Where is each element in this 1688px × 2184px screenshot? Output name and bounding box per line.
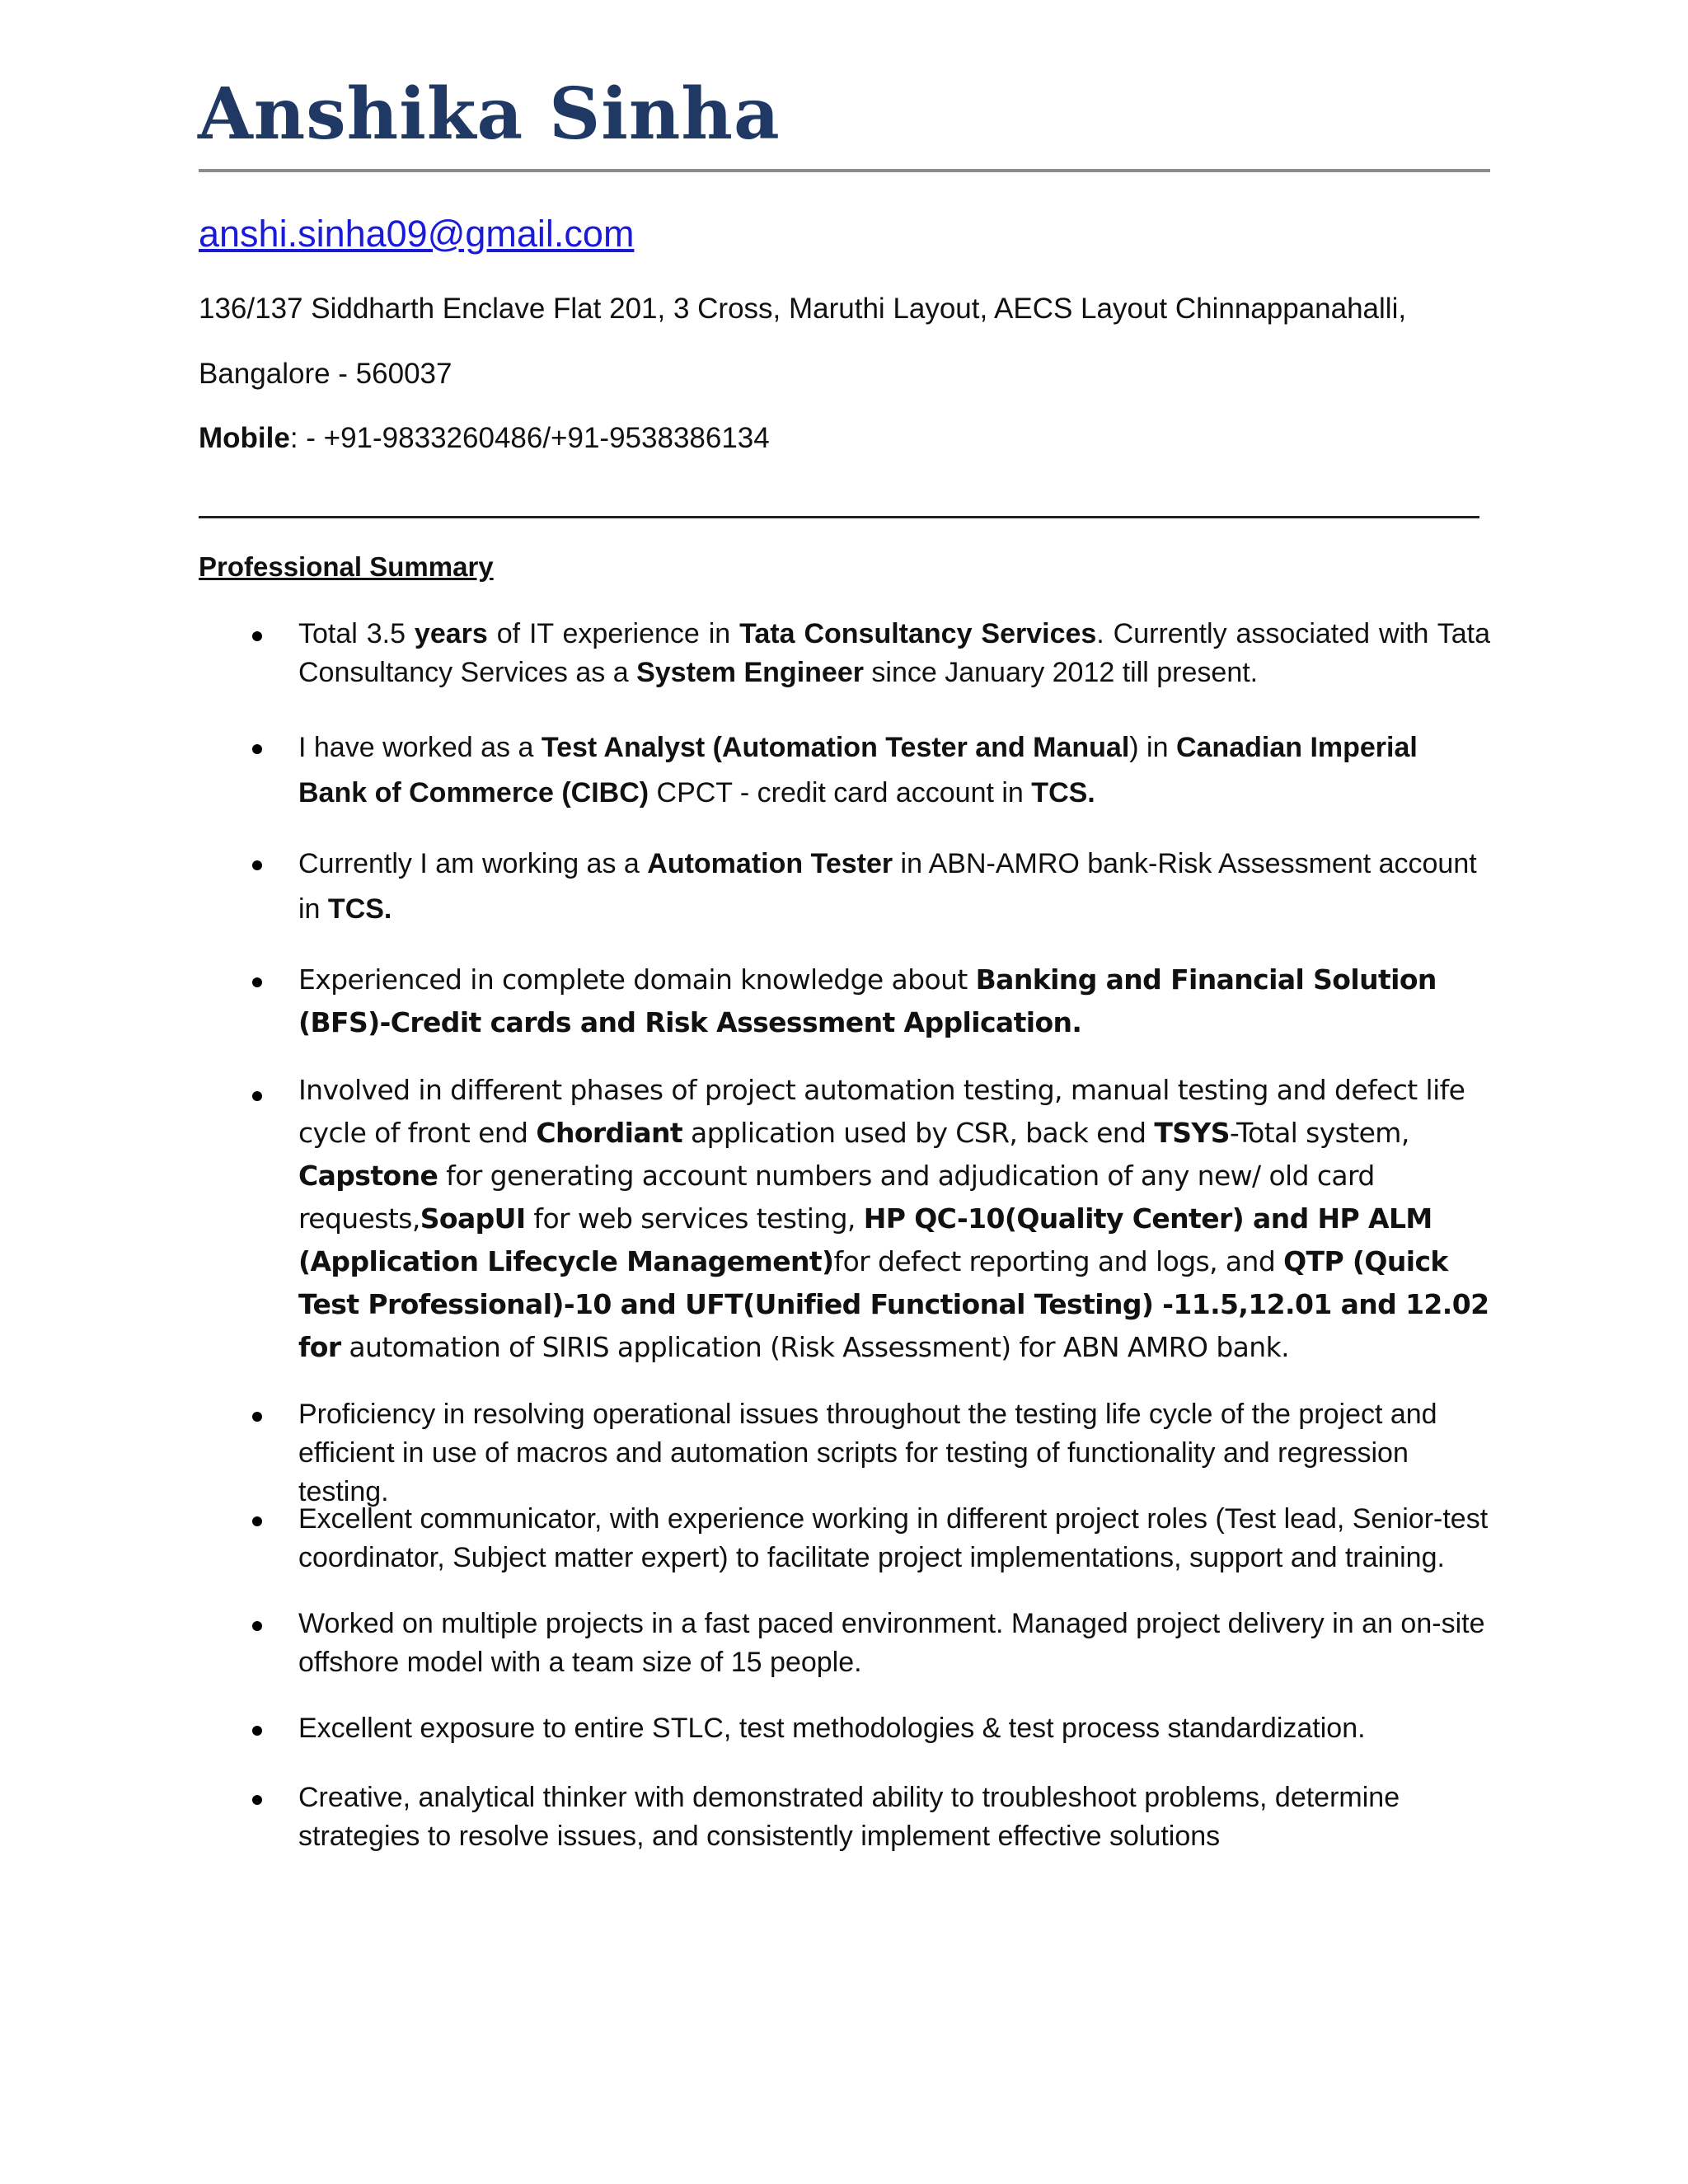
summary-item: Proficiency in resolving operational issues throughout the testing life cycle of the project and efficient in use of macros and automation scripts for testing of functionality and regression testing. bbox=[298, 1399, 1437, 1507]
bullet-icon bbox=[252, 855, 272, 875]
mobile-line bbox=[199, 422, 770, 455]
email-link[interactable]: anshi.sinha09@gmail.com bbox=[199, 213, 635, 255]
summary-item: Involved in different phases of project automation testing, manual testing and defect life cycle of front end Chordiant application used by CSR, back end TSYS-Total system, Capstone for generating account numbers and adjudication of any new/ old card requests,SoapUI for web services testing, HP QC-10(Quality Center) and HP ALM (Application Lifecycle Management)for defect reporting and logs, and QTP (Quick Test Professional)-10 and UFT(Unified Functional Testing) -11.5,12.01 and 12.02 for automation of SIRIS application (Risk Assessment) for ABN AMRO bank. bbox=[298, 1074, 1489, 1363]
bullet-icon bbox=[252, 1790, 272, 1810]
bullet-icon bbox=[252, 626, 272, 646]
name-divider bbox=[199, 169, 1490, 172]
section-title-professional-summary: Professional Summary bbox=[199, 551, 494, 582]
summary-item: Excellent exposure to entire STLC, test methodologies & test process standardization. bbox=[298, 1713, 1366, 1744]
bullet-icon bbox=[252, 1511, 272, 1531]
address-line-1: 136/137 Siddharth Enclave Flat 201, 3 Cross, Maruthi Layout, AECS Layout Chinnappanahalli, bbox=[199, 293, 1407, 325]
bullet-icon bbox=[252, 739, 272, 759]
bullet-icon bbox=[252, 1721, 272, 1741]
summary-item: Excellent communicator, with experience working in different project roles (Test lead, Senior-test coordinator, Subject matter expert) to facilitate project implementations, support and training. bbox=[298, 1503, 1489, 1573]
summary-item: Creative, analytical thinker with demonstrated ability to troubleshoot problems, determine strategies to resolve issues, and consistently implement effective solutions bbox=[298, 1782, 1400, 1852]
mobile-label: Mobile bbox=[199, 422, 290, 454]
summary-item: Experienced in complete domain knowledge about Banking and Financial Solution (BFS)-Credit cards and Risk Assessment Application. bbox=[298, 963, 1437, 1038]
candidate-name: Anshika Sinha bbox=[198, 73, 781, 156]
mobile-value: : - +91-9833260486/+91-9538386134 bbox=[289, 422, 770, 454]
summary-item: Worked on multiple projects in a fast paced environment. Managed project delivery in an on-site offshore model with a team size of 15 people. bbox=[298, 1608, 1485, 1678]
bullet-icon bbox=[252, 1407, 272, 1427]
summary-item: I have worked as a Test Analyst (Automation Tester and Manual) in Canadian Imperial Bank of Commerce (CIBC) CPCT - credit card account in TCS. bbox=[298, 732, 1418, 808]
summary-item: Total 3.5 years of IT experience in Tata Consultancy Services. Currently associated with Tata Consultancy Services as a System Engineer since January 2012 till present. bbox=[298, 618, 1490, 688]
section-divider bbox=[199, 516, 1479, 518]
address-line-2: Bangalore - 560037 bbox=[199, 358, 452, 390]
bullet-icon bbox=[252, 1616, 272, 1636]
summary-item: Currently I am working as a Automation Tester in ABN-AMRO bank-Risk Assessment account in TCS. bbox=[298, 848, 1477, 925]
bullet-icon bbox=[252, 972, 272, 992]
bullet-icon bbox=[252, 1086, 272, 1106]
